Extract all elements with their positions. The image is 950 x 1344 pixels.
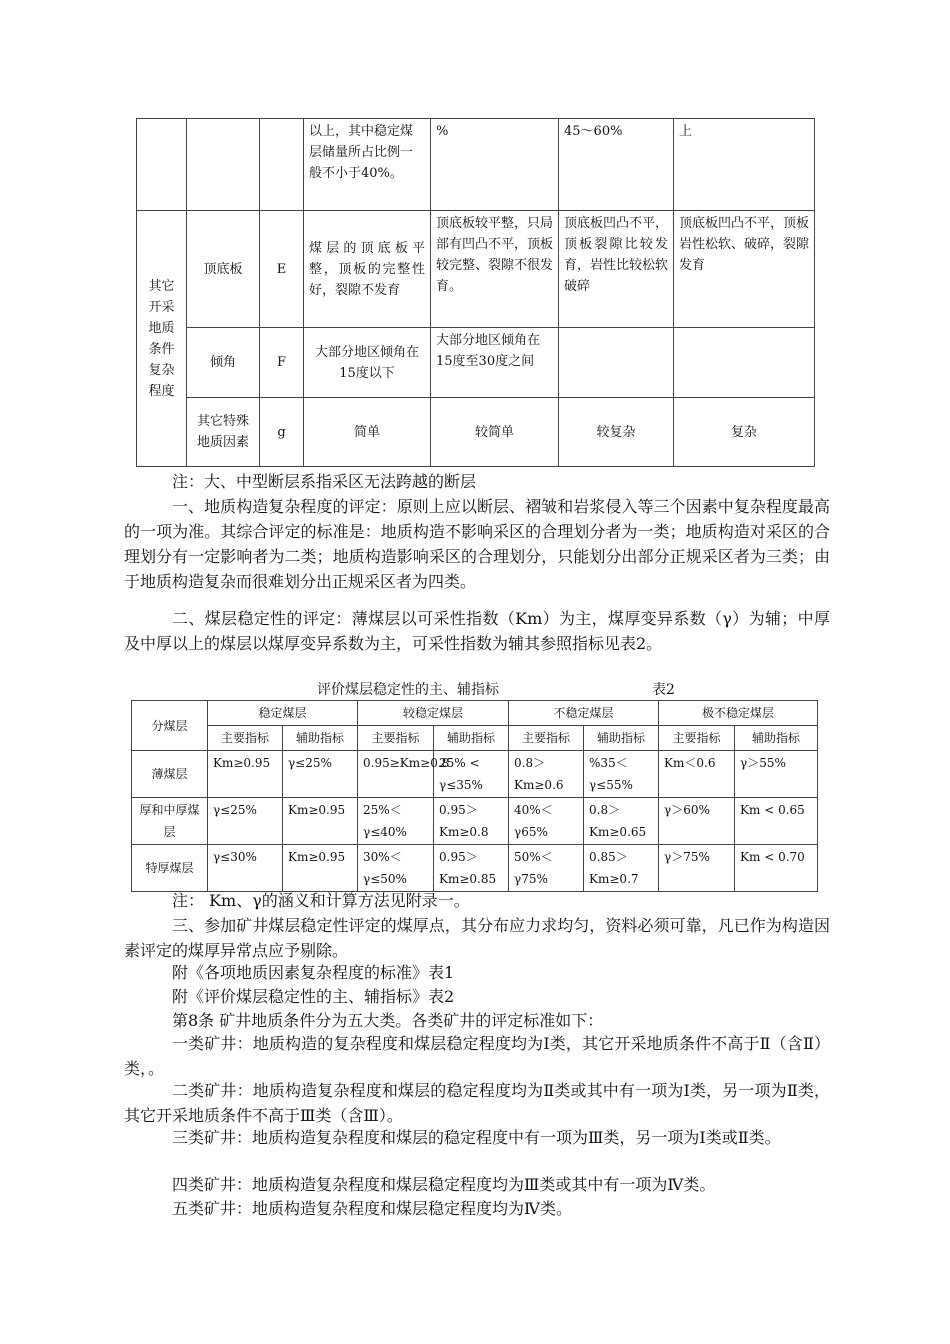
table-title: 评价煤层稳定性的主、辅指标 bbox=[317, 682, 499, 698]
table-cell: Km≥0.95 bbox=[283, 798, 358, 845]
row-name: 顶底板 bbox=[187, 211, 260, 328]
table-cell: 25% < γ≤35% bbox=[434, 751, 509, 798]
article-heading: 第8条 矿井地质条件分为五大类。各类矿井的评定标准如下： bbox=[172, 1011, 604, 1030]
table-cell bbox=[559, 328, 674, 398]
mine-class-5: 五类矿井：地质构造复杂程度和煤层稳定程度均为Ⅳ类。 bbox=[172, 1199, 572, 1218]
table-cell: 40%＜γ65% bbox=[509, 798, 584, 845]
table-cell: 30%＜γ≤50% bbox=[358, 845, 434, 892]
note-text: 注：大、中型断层系指采区无法跨越的断层 bbox=[172, 472, 477, 491]
table-cell: 大部分地区倾角在15度至30度之间 bbox=[431, 328, 559, 398]
table-cell: 50%＜γ75% bbox=[509, 845, 584, 892]
table-row bbox=[137, 119, 815, 211]
table-cell: 煤层的顶底板平整，顶板的完整性好，裂隙不发育 bbox=[304, 211, 431, 328]
sub-header: 辅助指标 bbox=[735, 726, 818, 751]
group-label: 其它开采地质条件复杂程度 bbox=[137, 211, 187, 467]
sub-header: 主要指标 bbox=[509, 726, 584, 751]
sub-header: 辅助指标 bbox=[434, 726, 509, 751]
table-cell: %35＜γ≤55% bbox=[584, 751, 659, 798]
row-code: g bbox=[260, 398, 304, 467]
mine-class-2: 二类矿井：地质构造复杂程度和煤层的稳定程度均为Ⅱ类或其中有一项为Ⅰ类，另一项为Ⅱ类，其它开采地质条件不高于Ⅲ类（含Ⅲ）。 bbox=[124, 1081, 830, 1125]
table-row bbox=[137, 211, 815, 328]
attachment-line: 附《评价煤层稳定性的主、辅指标》表2 bbox=[172, 987, 455, 1006]
table-cell: 0.95＞Km≥0.85 bbox=[434, 845, 509, 892]
table-cell: 大部分地区倾角在15度以下 bbox=[304, 328, 431, 398]
table-cell: 顶底板凹凸不平，顶板岩性松软、破碎，裂隙发育 bbox=[674, 211, 815, 328]
table-cell: γ＞60% bbox=[659, 798, 735, 845]
table-cell: 45～60% bbox=[559, 119, 674, 211]
table-cell: Km < 0.70 bbox=[735, 845, 818, 892]
attachment-line: 附《各项地质因素复杂程度的标准》表1 bbox=[172, 963, 455, 982]
table-cell: 上 bbox=[674, 119, 815, 211]
table-cell: 0.8＞Km≥0.65 bbox=[584, 798, 659, 845]
table-cell: 0.95≥Km≥0.8 bbox=[358, 751, 434, 798]
paragraph: 三、参加矿井煤层稳定性评定的煤厚点，其分布应力求均匀，资料必须可靠，凡已作为构造因素评定的煤厚异常点应予剔除。 bbox=[124, 916, 830, 960]
geology-complexity-table bbox=[136, 118, 815, 467]
paragraph: 二、煤层稳定性的评定：薄煤层以可采性指数（Km）为主，煤厚变异系数（γ）为辅；中厚及中厚以上的煤层以煤厚变异系数为主，可采性指数为辅其参照指标见表2。 bbox=[124, 609, 830, 653]
table-row bbox=[137, 328, 815, 398]
table-cell: Km≥0.95 bbox=[283, 845, 358, 892]
sub-header: 辅助指标 bbox=[283, 726, 358, 751]
table-cell: 较简单 bbox=[431, 398, 559, 467]
table-cell: 顶底板凹凸不平，顶板裂隙比较发育，岩性比较松软破碎 bbox=[559, 211, 674, 328]
table-cell: γ≤25% bbox=[283, 751, 358, 798]
table-header-row bbox=[132, 726, 818, 751]
table-cell: % bbox=[431, 119, 559, 211]
paragraph: 一、地质构造复杂程度的评定：原则上应以断层、褶皱和岩浆侵入等三个因素中复杂程度最高的一项为准。其综合评定的标准是：地质构造不影响采区的合理划分者为一类；地质构造对采区的合理划分有一定影响者为二类；地质构造影响采区的合理划分，只能划分出部分正规采区者为三类；由于地质构造复杂而很难划分出正规采区者为四类。 bbox=[124, 497, 830, 591]
table-cell: 顶底板较平整，只局部有凹凸不平，顶板较完整、裂隙不很发育。 bbox=[431, 211, 559, 328]
mine-class-4: 四类矿井：地质构造复杂程度和煤层稳定程度均为Ⅲ类或其中有一项为Ⅳ类。 bbox=[172, 1175, 716, 1194]
table-cell: 0.8＞Km≥0.6 bbox=[509, 751, 584, 798]
row-code: E bbox=[260, 211, 304, 328]
table-header-row bbox=[132, 701, 818, 726]
table-cell: γ＞75% bbox=[659, 845, 735, 892]
note-text: 注： Km、γ的涵义和计算方法见附录一。 bbox=[172, 891, 470, 910]
group-header: 稳定煤层 bbox=[208, 701, 358, 726]
table-cell: 0.85＞Km≥0.7 bbox=[584, 845, 659, 892]
row-name: 特厚煤层 bbox=[132, 845, 208, 892]
sub-header: 主要指标 bbox=[659, 726, 735, 751]
table-row bbox=[132, 751, 818, 798]
table-cell: Km≥0.95 bbox=[208, 751, 283, 798]
group-header: 不稳定煤层 bbox=[509, 701, 659, 726]
table-row bbox=[132, 798, 818, 845]
row-name: 其它特殊地质因素 bbox=[187, 398, 260, 467]
table-cell: 0.95＞Km≥0.8 bbox=[434, 798, 509, 845]
sub-header: 主要指标 bbox=[208, 726, 283, 751]
column-header: 分煤层 bbox=[132, 701, 208, 751]
table-cell: 简单 bbox=[304, 398, 431, 467]
mine-class-1: 一类矿井：地质构造的复杂程度和煤层稳定程度均为Ⅰ类，其它开采地质条件不高于Ⅱ（含Ⅱ）类，。 bbox=[124, 1034, 830, 1078]
row-name: 薄煤层 bbox=[132, 751, 208, 798]
table-cell: 较复杂 bbox=[559, 398, 674, 467]
table-cell: Km < 0.65 bbox=[735, 798, 818, 845]
table-cell: γ≤25% bbox=[208, 798, 283, 845]
group-header: 极不稳定煤层 bbox=[659, 701, 818, 726]
row-name: 倾角 bbox=[187, 328, 260, 398]
table-row bbox=[132, 845, 818, 892]
mine-class-3: 三类矿井：地质构造复杂程度和煤层的稳定程度中有一项为Ⅲ类，另一项为Ⅰ类或Ⅱ类。 bbox=[172, 1128, 781, 1147]
table-cell: γ＞55% bbox=[735, 751, 818, 798]
table-cell: 25%＜γ≤40% bbox=[358, 798, 434, 845]
table-cell bbox=[674, 328, 815, 398]
table-row bbox=[137, 398, 815, 467]
group-header: 较稳定煤层 bbox=[358, 701, 509, 726]
table-cell: 以上，其中稳定煤层储量所占比例一般不小于40%。 bbox=[304, 119, 431, 211]
table-cell: 复杂 bbox=[674, 398, 815, 467]
row-code: F bbox=[260, 328, 304, 398]
sub-header: 辅助指标 bbox=[584, 726, 659, 751]
row-name: 厚和中厚煤层 bbox=[132, 798, 208, 845]
table-cell: Km＜0.6 bbox=[659, 751, 735, 798]
table-cell: γ≤30% bbox=[208, 845, 283, 892]
sub-header: 主要指标 bbox=[358, 726, 434, 751]
coal-stability-table bbox=[131, 700, 818, 892]
table-number: 表2 bbox=[652, 682, 675, 698]
